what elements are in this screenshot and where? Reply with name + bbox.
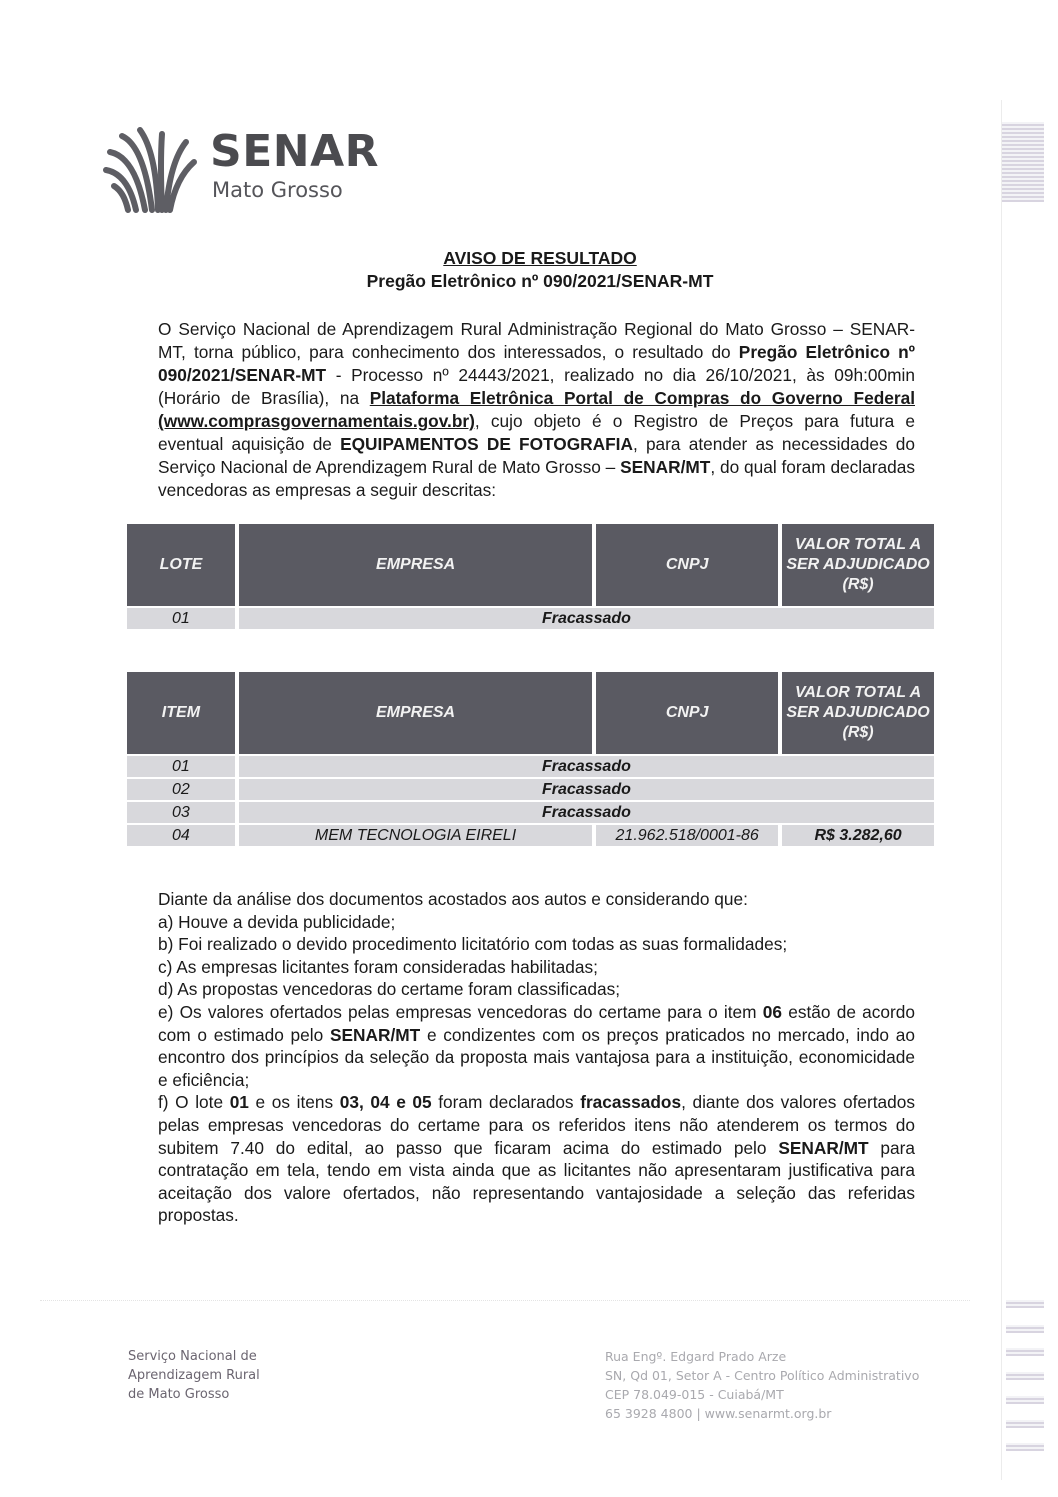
intro-text: - Processo nº 24443/2021, realizado no dia 26/10/2021, às 09h:00min (Horário de Brasília), na bbox=[158, 365, 915, 408]
consideration-f bbox=[158, 1091, 915, 1227]
footer-contact-line: 65 3928 4800 | www.senarmt.org.br bbox=[605, 1406, 832, 1421]
consideration-a: a) Houve a devida publicidade; bbox=[158, 911, 396, 932]
scan-mark bbox=[1006, 1396, 1044, 1404]
scan-mark bbox=[1006, 1443, 1044, 1451]
intro-bold-objeto: EQUIPAMENTOS DE FOTOGRAFIA bbox=[340, 434, 633, 454]
table-row bbox=[127, 802, 934, 823]
item-results-table bbox=[123, 670, 938, 848]
consideration-bold: 01 bbox=[229, 1092, 249, 1113]
consideration-text: f) O lote bbox=[158, 1092, 230, 1113]
scan-edge-line bbox=[1001, 100, 1002, 1480]
header-cnpj: CNPJ bbox=[596, 672, 778, 754]
consideration-d: d) As propostas vencedoras do certame foram classificadas; bbox=[158, 979, 621, 1000]
considerations-lead: Diante da análise dos documentos acostados aos autos e considerando que: bbox=[158, 889, 748, 909]
empresa-cell: MEM TECNOLOGIA EIRELI bbox=[239, 825, 592, 846]
consideration-bold: SENAR/MT bbox=[329, 1024, 421, 1045]
item-number: 04 bbox=[127, 825, 235, 846]
item-number: 01 bbox=[127, 756, 235, 777]
consideration-text: e) Os valores ofertados pelas empresas vencedoras do certame para o item bbox=[158, 1001, 763, 1022]
scan-mark bbox=[1006, 1348, 1044, 1356]
consideration-text: estão de acordo com o estimado pelo bbox=[158, 1001, 915, 1045]
header-cnpj: CNPJ bbox=[596, 524, 778, 606]
table-row-winner bbox=[127, 825, 934, 846]
table-row bbox=[127, 779, 934, 800]
header-valor: VALOR TOTAL A SER ADJUDICADO (R$) bbox=[782, 524, 934, 606]
header-item: ITEM bbox=[127, 672, 235, 754]
footer-address-line: CEP 78.049-015 - Cuiabá/MT bbox=[605, 1387, 784, 1402]
lote-number: 01 bbox=[127, 608, 235, 629]
senar-logo bbox=[100, 118, 390, 218]
header-empresa: EMPRESA bbox=[239, 524, 592, 606]
footer-org-line: Aprendizagem Rural bbox=[128, 1368, 260, 1383]
footer-address-line: Rua Engº. Edgard Prado Arze bbox=[605, 1349, 787, 1364]
footer-org-line: de Mato Grosso bbox=[128, 1387, 230, 1402]
header-lote: LOTE bbox=[127, 524, 235, 606]
intro-text: , para atender as necessidades do Serviço Nacional de Aprendizagem Rural de Mato Grosso – bbox=[158, 434, 915, 477]
consideration-b: b) Foi realizado o devido procedimento licitatório com todas as suas formalidades; bbox=[158, 934, 788, 955]
document-title: AVISO DE RESULTADO bbox=[443, 248, 637, 268]
table-row bbox=[127, 608, 934, 629]
footer-organization bbox=[128, 1347, 260, 1404]
consideration-bold: SENAR/MT bbox=[778, 1137, 869, 1158]
consideration-bold: 03, 04 e 05 bbox=[339, 1092, 432, 1113]
lote-results-table bbox=[123, 522, 938, 631]
footer-org-line: Serviço Nacional de bbox=[128, 1349, 257, 1364]
scan-mark bbox=[1006, 1325, 1044, 1333]
table-header-row bbox=[127, 672, 934, 754]
consideration-text: foram declarados bbox=[431, 1092, 581, 1113]
portal-link[interactable]: Plataforma Eletrônica Portal de Compras do Governo Federal (www.comprasgovernamentais.gov.br) bbox=[158, 388, 915, 431]
consideration-bold: fracassados bbox=[580, 1092, 682, 1113]
intro-bold-senar: SENAR/MT bbox=[620, 457, 711, 477]
valor-cell: R$ 3.282,60 bbox=[782, 825, 934, 846]
consideration-c: c) As empresas licitantes foram consideradas habilitadas; bbox=[158, 956, 598, 977]
logo-subtitle: Mato Grosso bbox=[212, 178, 343, 202]
intro-text: , do qual foram declaradas vencedoras as empresas a seguir descritas: bbox=[158, 457, 915, 500]
intro-text: O Serviço Nacional de Aprendizagem Rural Administração Regional do Mato Grosso – SENAR-MT, torna público, para conhecimento dos interessados, o resultado do bbox=[158, 319, 915, 362]
footer-address-line: SN, Qd 01, Setor A - Centro Político Administrativo bbox=[605, 1368, 920, 1383]
table-header-row bbox=[127, 524, 934, 606]
item-number: 02 bbox=[127, 779, 235, 800]
table-row bbox=[127, 756, 934, 777]
scan-mark bbox=[1006, 1372, 1044, 1380]
header-empresa: EMPRESA bbox=[239, 672, 592, 754]
footer-divider bbox=[40, 1300, 970, 1301]
consideration-e bbox=[158, 1001, 915, 1091]
status-cell: Fracassado bbox=[239, 608, 934, 629]
consideration-text: para contratação em tela, tendo em vista ainda que as licitantes não apresentaram justificativa para aceitação dos valore ofertados, não representando vantajosidade a seleção das referidas propostas. bbox=[158, 1137, 916, 1226]
header-valor: VALOR TOTAL A SER ADJUDICADO (R$) bbox=[782, 672, 934, 754]
status-cell: Fracassado bbox=[239, 802, 934, 823]
wheat-logo-icon bbox=[100, 122, 200, 214]
document-subtitle: Pregão Eletrônico nº 090/2021/SENAR-MT bbox=[366, 271, 714, 291]
scan-mark bbox=[1006, 1300, 1044, 1308]
item-number: 03 bbox=[127, 802, 235, 823]
intro-text: , cujo objeto é o Registro de Preços para futura e eventual aquisição de bbox=[158, 411, 915, 454]
scan-mark bbox=[1006, 1420, 1044, 1428]
consideration-text: e condizentes com os preços praticados no mercado, indo ao encontro dos princípios da seleção da proposta mais vantajosa para a instituição, economicidade e eficiência; bbox=[158, 1024, 915, 1090]
footer-address bbox=[605, 1347, 919, 1423]
considerations-list bbox=[158, 888, 915, 1227]
cnpj-cell: 21.962.518/0001-86 bbox=[596, 825, 778, 846]
consideration-text: , diante dos valores ofertados pelas empresas vencedoras do certame para os referidos itens não atenderem os termos do subitem 7.40 do edital, ao passo que ficaram acima do estimado pelo bbox=[158, 1092, 916, 1158]
consideration-bold: 06 bbox=[762, 1001, 783, 1022]
logo-name: SENAR bbox=[210, 126, 380, 177]
status-cell: Fracassado bbox=[239, 756, 934, 777]
consideration-text: e os itens bbox=[248, 1092, 340, 1113]
intro-paragraph bbox=[158, 318, 915, 502]
intro-bold-pregao: Pregão Eletrônico nº 090/2021/SENAR-MT bbox=[158, 342, 915, 385]
scan-mark bbox=[1002, 122, 1044, 202]
status-cell: Fracassado bbox=[239, 779, 934, 800]
